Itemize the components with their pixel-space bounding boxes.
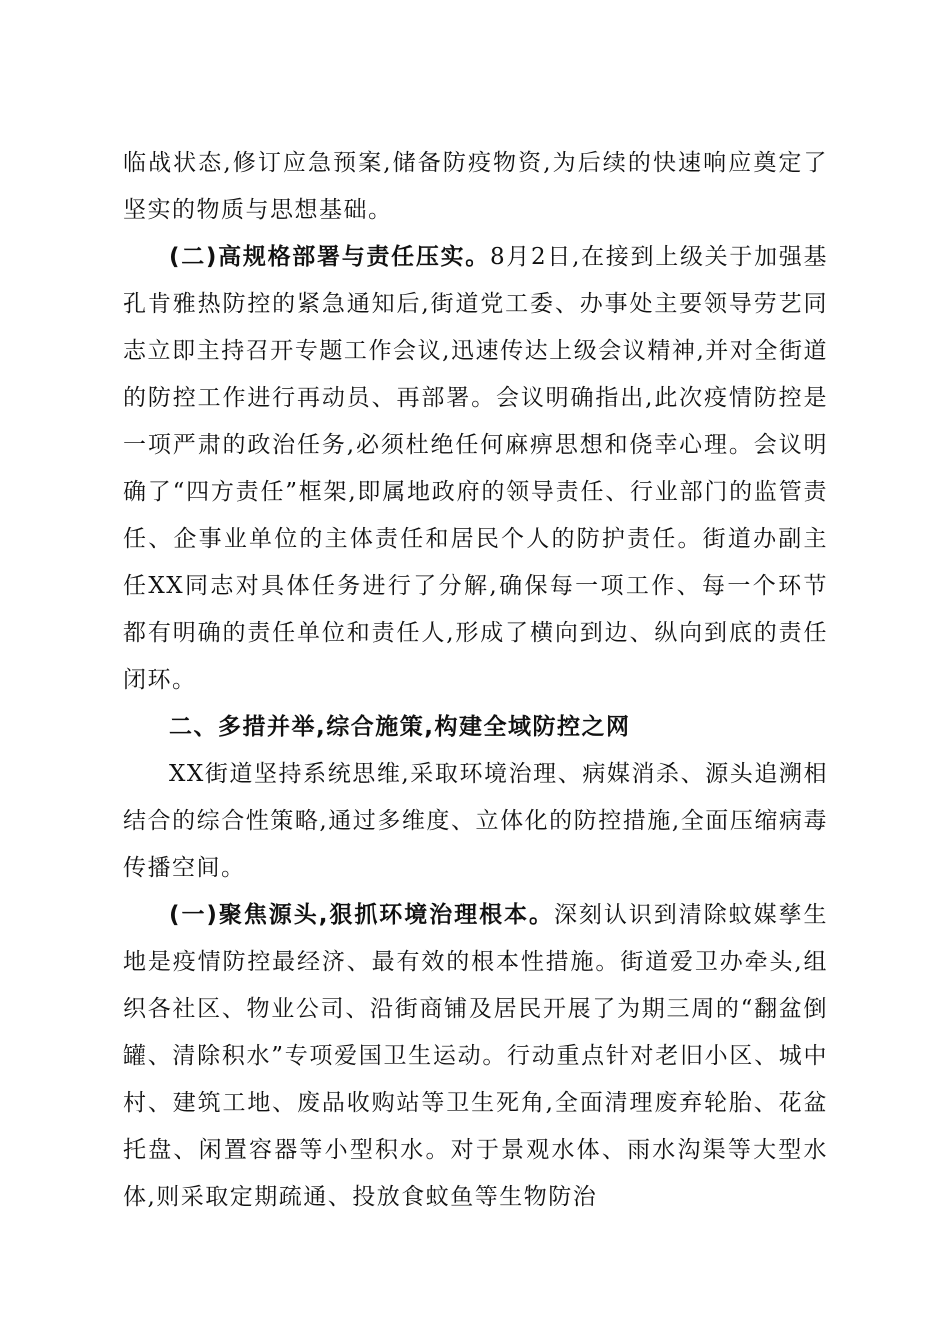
paragraph-text: 8月2日,在接到上级关于加强基孔肯雅热防控的紧急通知后,街道党工委、办事处主要领导劳艺同志立即主持召开专题工作会议,迅速传达上级会议精神,并对全街道的防控工作进行再动员、再部署。会议明确指出,此次疫情防控是一项严肃的政治任务,必须杜绝任何麻痹思想和侥幸心理。会议明确了“四方责任”框架,即属地政府的领导责任、行业部门的监管责任、企事业单位的主体责任和居民个人的防护责任。街道办副主任XX同志对具体任务进行了分解,确保每一项工作、每一个环节都有明确的责任单位和责任人,形成了横向到边、纵向到底的责任闭环。 xyxy=(123,244,828,693)
paragraph-text: 临战状态,修订应急预案,储备防疫物资,为后续的快速响应奠定了坚实的物质与思想基础。 xyxy=(123,150,828,223)
document-body xyxy=(123,140,828,1221)
paragraph-continuation xyxy=(123,140,828,234)
paragraph-deployment xyxy=(123,234,828,704)
paragraph-environment xyxy=(123,892,828,1221)
paragraph-strategy xyxy=(123,751,828,892)
subsection-heading: (一)聚焦源头,狠抓环境治理根本。 xyxy=(169,902,554,928)
subsection-heading: (二)高规格部署与责任压实。 xyxy=(169,244,490,270)
paragraph-text: XX街道坚持系统思维,采取环境治理、病媒消杀、源头追溯相结合的综合性策略,通过多维度、立体化的防控措施,全面压缩病毒传播空间。 xyxy=(123,761,828,881)
section-heading: 二、多措并举,综合施策,构建全域防控之网 xyxy=(169,714,631,740)
paragraph-text: 深刻认识到清除蚊媒孳生地是疫情防控最经济、最有效的根本性措施。街道爱卫办牵头,组织各社区、物业公司、沿街商铺及居民开展了为期三周的“翻盆倒罐、清除积水”专项爱国卫生运动。行动重点针对老旧小区、城中村、建筑工地、废品收购站等卫生死角,全面清理废弃轮胎、花盆托盘、闲置容器等小型积水。对于景观水体、雨水沟渠等大型水体,则采取定期疏通、投放食蚊鱼等生物防治 xyxy=(123,902,828,1210)
